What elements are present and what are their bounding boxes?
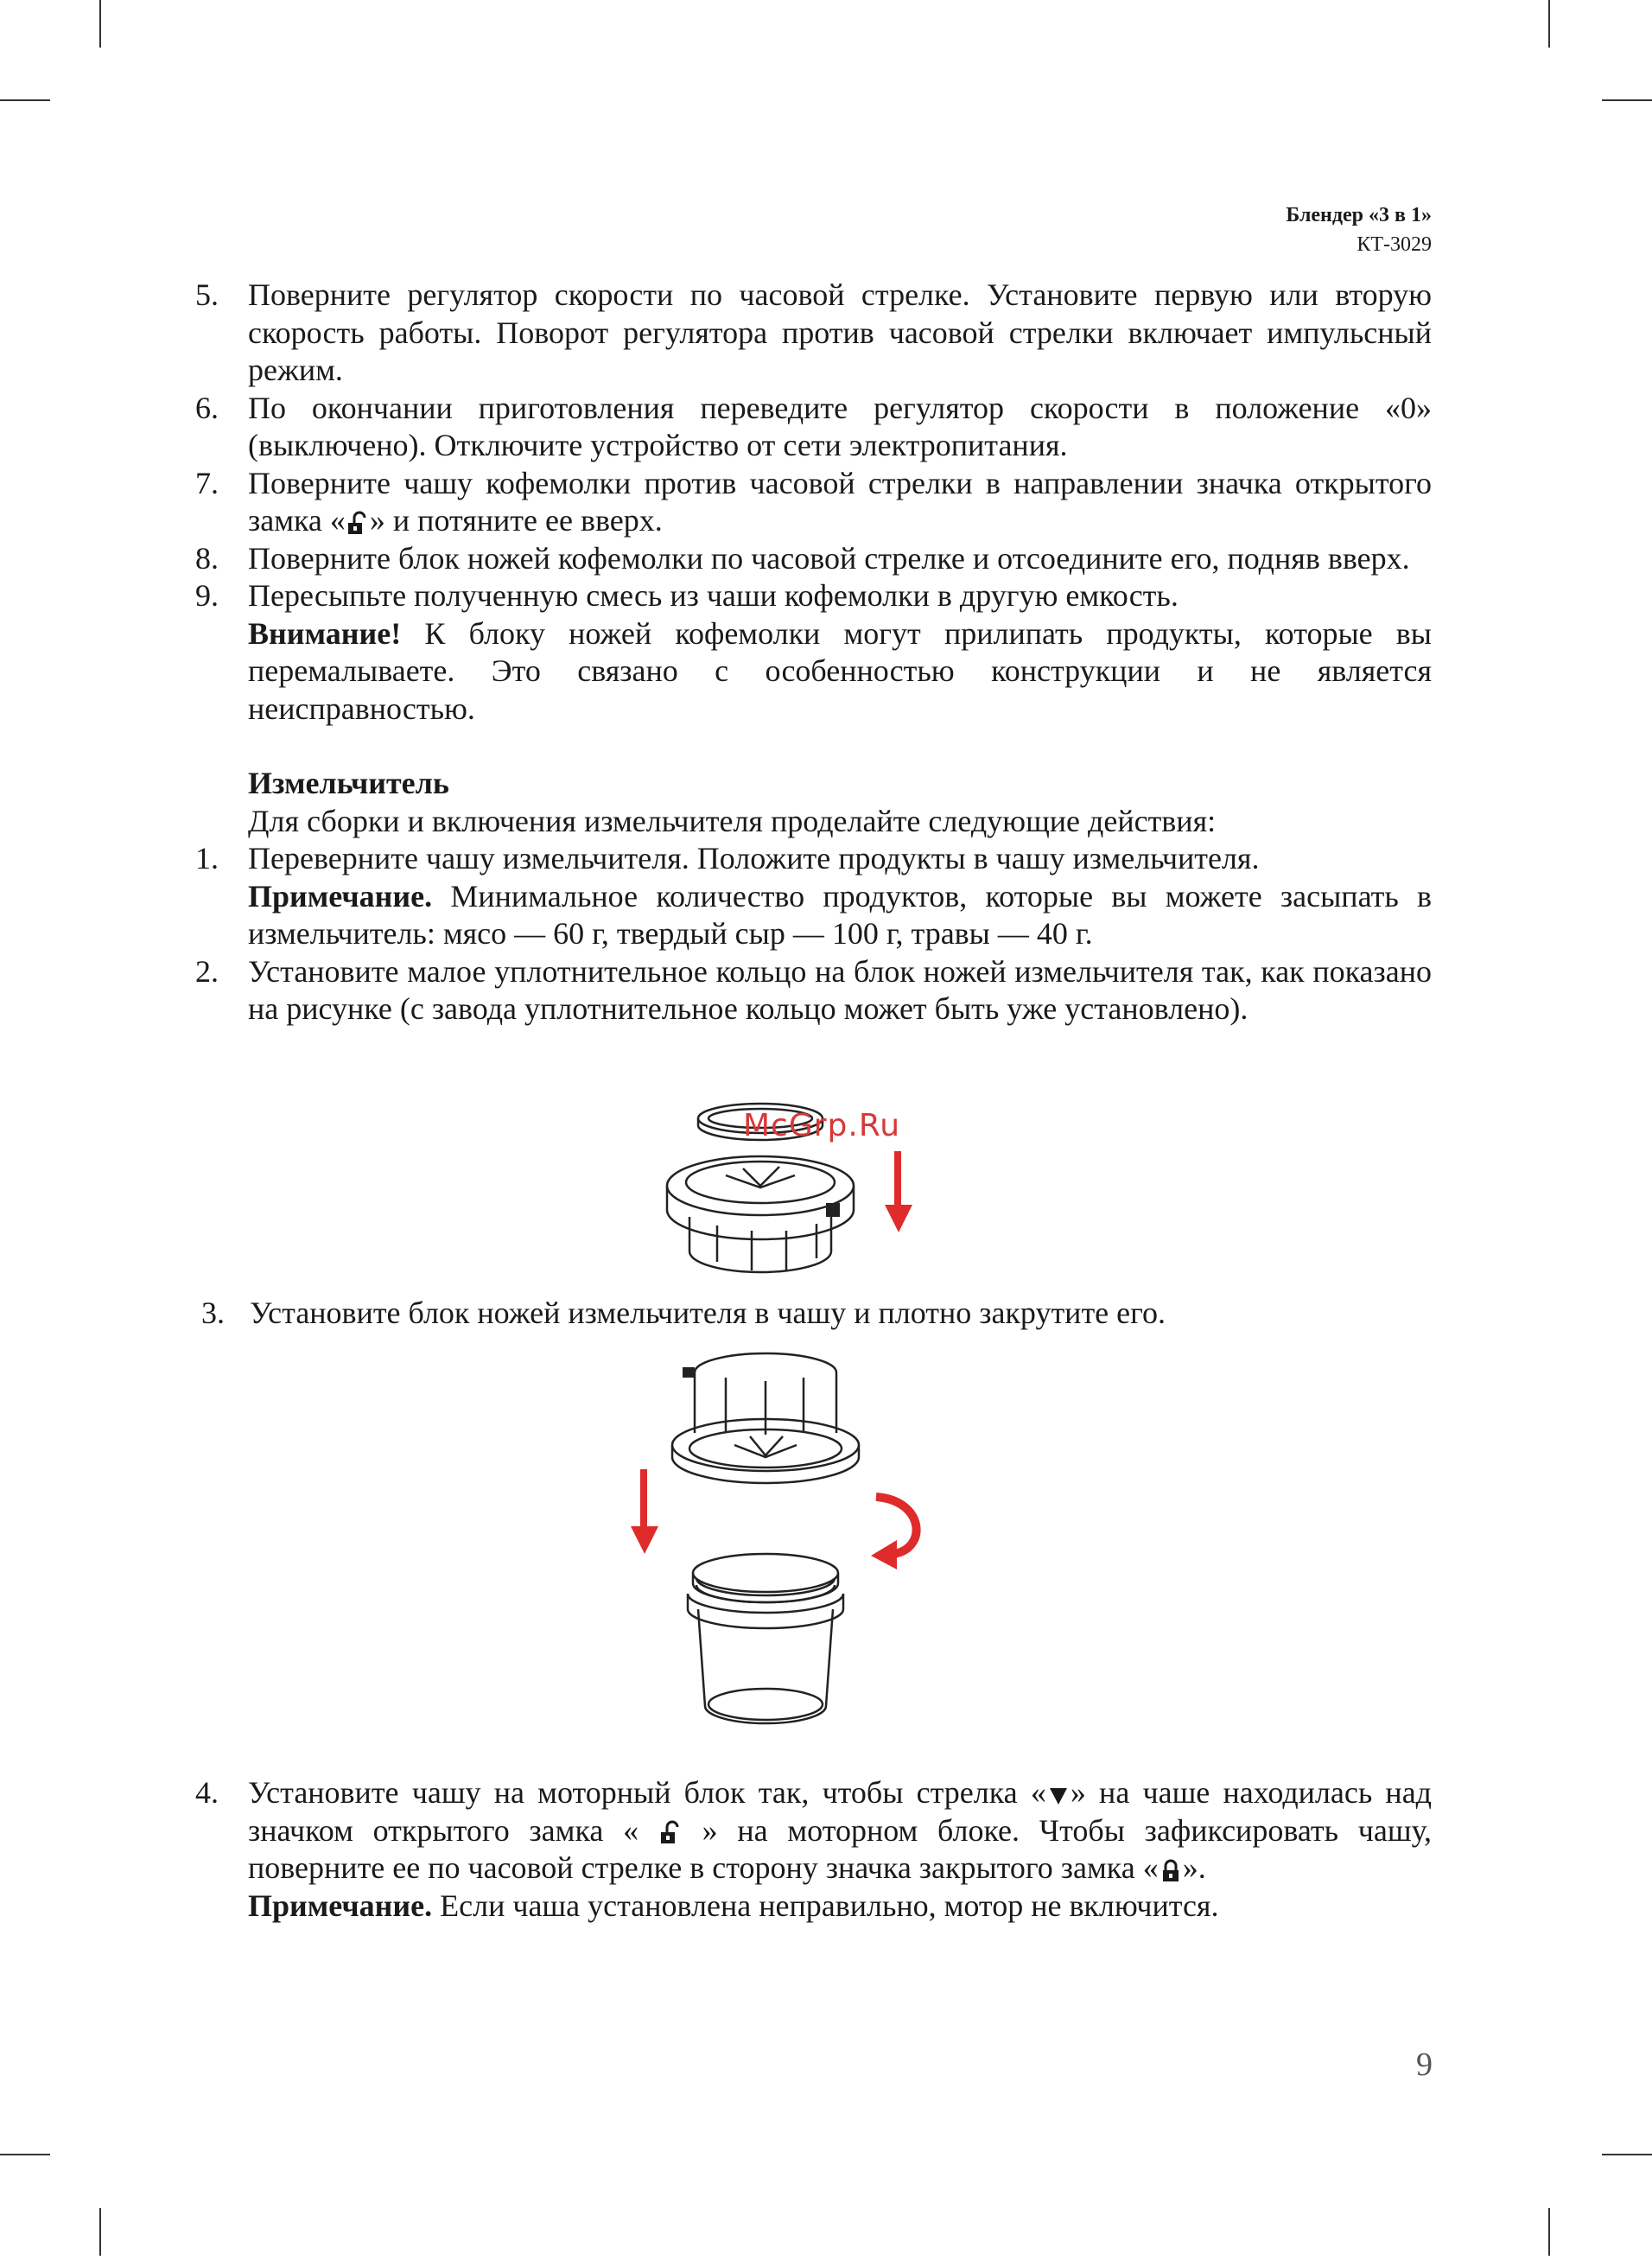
crop-mark <box>0 99 50 101</box>
note-text: Если чаша установлена неправильно, мотор не включится. <box>432 1888 1219 1923</box>
item-text: Установите блок ножей измельчителя в чашу и плотно закрутите его. <box>250 1296 1166 1330</box>
crop-mark <box>99 0 101 48</box>
page-number: 9 <box>1416 2047 1433 2083</box>
list-item <box>195 840 1432 878</box>
item-text: Поверните блок ножей кофемолки по часовой стрелке и отсоедините его, подняв вверх. <box>248 540 1410 576</box>
main-content <box>195 277 1432 1028</box>
item-text: Поверните регулятор скорости по часовой стрелке. Установите первую или вторую скорость работы. Поворот регулятора против часовой стрелки включает импульсный режим. <box>248 277 1432 387</box>
watermark: McGrp.Ru <box>743 1108 901 1143</box>
list-item <box>195 465 1432 540</box>
crop-mark <box>0 2154 50 2155</box>
arrow-down-icon <box>627 1469 662 1556</box>
item-number: 5. <box>195 277 219 312</box>
item-text: Пересыпьте полученную смесь из чаши кофемолки в другую емкость. <box>248 578 1179 613</box>
item-number: 3. <box>201 1296 225 1330</box>
crop-mark <box>1602 2154 1652 2155</box>
note-paragraph <box>248 878 1432 953</box>
note-label: Примечание. <box>248 878 433 914</box>
item-number: 8. <box>195 540 219 576</box>
figure-blade-block-into-bowl <box>657 1350 881 1748</box>
section-intro: Для сборки и включения измельчителя проделайте следующие действия: <box>248 803 1217 838</box>
list-item <box>195 953 1432 1028</box>
down-triangle-icon <box>1048 1786 1069 1806</box>
header-brand: Блендер «3 в 1» <box>1286 204 1432 226</box>
rotate-clockwise-arrow-icon <box>864 1488 933 1575</box>
open-lock-icon <box>346 511 369 537</box>
item-number: 2. <box>195 953 219 989</box>
list-item <box>195 277 1432 390</box>
item-text: По окончании приготовления переведите регулятор скорости в положение «0» (выключено). Отключите устройство от сети электропитания. <box>248 390 1432 462</box>
crop-mark <box>1548 2208 1550 2256</box>
item-number: 9. <box>195 578 219 613</box>
item-text: » и потяните ее вверх. <box>369 503 663 538</box>
attention-paragraph <box>248 615 1432 729</box>
closed-lock-icon <box>1160 1858 1182 1884</box>
attention-text: К блоку ножей кофемолки могут прилипать продукты, которые вы перемалываете. Это связано с особенностью конструкции и не является неисправностью. <box>248 615 1432 726</box>
item-text: Переверните чашу измельчителя. Положите продукты в чашу измельчителя. <box>248 841 1260 875</box>
list-item <box>195 540 1432 578</box>
section-title: Измельчитель <box>248 766 449 800</box>
list-item <box>195 577 1432 615</box>
item-number: 6. <box>195 390 219 425</box>
item-text: Поверните чашу кофемолки против часовой стрелки в направлении значка открытого замка « <box>248 465 1432 538</box>
open-lock-icon <box>659 1820 682 1846</box>
running-header <box>1286 201 1432 259</box>
note-text: Минимальное количество продуктов, которые вы можете засыпать в измельчитель: мясо — 60 г, твердый сыр — 100 г, травы — 40 г. <box>248 878 1432 951</box>
step-4-block <box>195 1774 1432 1925</box>
crop-mark <box>1548 0 1550 48</box>
note-paragraph <box>248 1888 1432 1926</box>
note-label: Примечание. <box>248 1888 433 1923</box>
item-number: 7. <box>195 465 219 500</box>
list-item <box>195 390 1432 465</box>
item-text: Установите малое уплотнительное кольцо на блок ножей измельчителя так, как показано на рисунке (с завода уплотнительное кольцо может быть уже установлено). <box>248 953 1432 1026</box>
item-number: 4. <box>195 1775 219 1810</box>
list-item <box>201 1295 1166 1333</box>
crop-mark <box>1602 99 1652 101</box>
arrow-down-icon <box>881 1151 916 1234</box>
attention-label: Внимание! <box>248 615 402 651</box>
list-item: 4. Установите чашу на моторный блок так, чтобы стрелка « » на чаше находилась над значком открытого замка « » на моторном блоке. Чтобы зафиксировать чашу, поверните ее по часовой стрелке в сторону значка закрытого замка « ». <box>195 1775 1432 1885</box>
item-number: 1. <box>195 841 219 875</box>
header-model: КТ-3029 <box>1357 233 1432 256</box>
crop-mark <box>99 2208 101 2256</box>
